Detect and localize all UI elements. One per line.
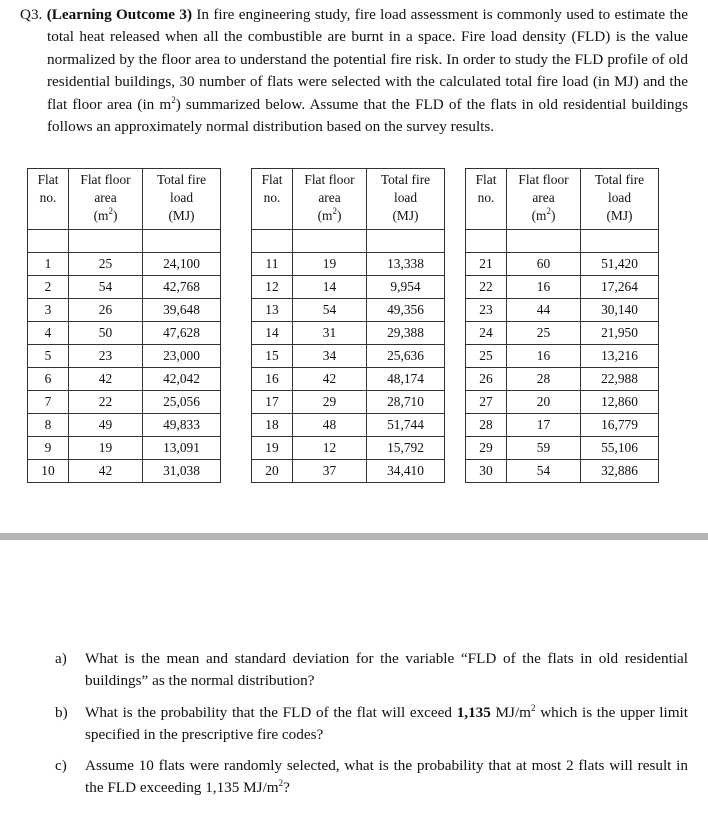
header-flat-no <box>466 169 507 230</box>
cell-area: 54 <box>293 299 367 322</box>
cell-area: 25 <box>507 322 581 345</box>
header-total-fire-load-line-2: load <box>393 190 418 205</box>
header-floor-area <box>293 169 367 230</box>
table-row <box>466 322 659 345</box>
question-block <box>20 4 688 138</box>
cell-load: 25,636 <box>367 345 445 368</box>
cell-no: 12 <box>252 276 293 299</box>
cell-load: 48,174 <box>367 368 445 391</box>
header-flat-no-line-2: no. <box>263 190 281 205</box>
cell-load: 51,420 <box>581 253 659 276</box>
cell-load: 17,264 <box>581 276 659 299</box>
header-total-fire-load <box>143 169 221 230</box>
cell-area: 19 <box>293 253 367 276</box>
spacer-cell <box>581 230 659 253</box>
header-flat-no-line-1: Flat <box>37 172 59 187</box>
table-row <box>252 345 445 368</box>
cell-area: 25 <box>69 253 143 276</box>
cell-area: 37 <box>293 460 367 483</box>
cell-no: 14 <box>252 322 293 345</box>
cell-no: 2 <box>28 276 69 299</box>
cell-load: 30,140 <box>581 299 659 322</box>
cell-no: 28 <box>466 414 507 437</box>
page-divider <box>0 533 708 540</box>
cell-no: 3 <box>28 299 69 322</box>
table-row <box>466 391 659 414</box>
cell-no: 16 <box>252 368 293 391</box>
table-header <box>466 169 659 230</box>
cell-load: 42,768 <box>143 276 221 299</box>
cell-no: 18 <box>252 414 293 437</box>
cell-no: 11 <box>252 253 293 276</box>
cell-area: 16 <box>507 345 581 368</box>
spacer-cell <box>293 230 367 253</box>
cell-no: 9 <box>28 437 69 460</box>
table-row <box>252 460 445 483</box>
header-floor-area-line-2: area <box>94 190 117 205</box>
cell-area: 14 <box>293 276 367 299</box>
cell-load: 29,388 <box>367 322 445 345</box>
sub-question-b-text <box>85 702 688 747</box>
cell-area: 23 <box>69 345 143 368</box>
table-row <box>28 253 221 276</box>
table-row <box>28 299 221 322</box>
cell-load: 22,988 <box>581 368 659 391</box>
cell-no: 29 <box>466 437 507 460</box>
cell-load: 24,100 <box>143 253 221 276</box>
table-row <box>252 437 445 460</box>
cell-no: 10 <box>28 460 69 483</box>
cell-load: 15,792 <box>367 437 445 460</box>
table-row <box>466 460 659 483</box>
header-floor-area-line-1: Flat floor <box>518 172 569 187</box>
header-total-fire-load-line-2: load <box>607 190 632 205</box>
cell-no: 19 <box>252 437 293 460</box>
cell-no: 20 <box>252 460 293 483</box>
table-body <box>28 230 221 483</box>
cell-no: 1 <box>28 253 69 276</box>
sub-question-c-text-2: ? <box>283 779 290 797</box>
cell-area: 22 <box>69 391 143 414</box>
header-flat-no-line-2: no. <box>477 190 495 205</box>
header-floor-area-line-2: area <box>532 190 555 205</box>
cell-no: 23 <box>466 299 507 322</box>
table-row <box>252 253 445 276</box>
cell-load: 55,106 <box>581 437 659 460</box>
cell-area: 44 <box>507 299 581 322</box>
cell-area: 42 <box>69 368 143 391</box>
cell-load: 39,648 <box>143 299 221 322</box>
sub-question-c-label: c) <box>55 757 67 774</box>
cell-no: 30 <box>466 460 507 483</box>
table-body <box>252 230 445 483</box>
cell-no: 15 <box>252 345 293 368</box>
spacer-cell <box>69 230 143 253</box>
sub-question-a-text: What is the mean and standard deviation for the variable “FLD of the flats in old residential buildings” as the normal distribution? <box>85 650 688 690</box>
table-row <box>28 345 221 368</box>
table-row <box>28 460 221 483</box>
learning-outcome-label: (Learning Outcome 3) <box>46 6 193 23</box>
question-text-2: ) summarized below. Assume that the FLD of the flats in old residential buildings follows an approximately normal distribution based on the survey results. <box>47 95 688 136</box>
cell-load: 31,038 <box>143 460 221 483</box>
question-text-1: In fire engineering study, fire load assessment is commonly used to estimate the total heat released when all the combustible are burnt in a space. Fire load density (FLD) is the value normalized by the floor area to understand the potential fire risk. In order to study the FLD profile of old residential buildings, 30 number of flats were selected with the calculated total fire load (in MJ) and the flat floor area (in m <box>47 6 689 113</box>
spacer-cell <box>143 230 221 253</box>
cell-load: 13,338 <box>367 253 445 276</box>
header-row <box>252 169 445 230</box>
cell-load: 32,886 <box>581 460 659 483</box>
cell-load: 21,950 <box>581 322 659 345</box>
cell-load: 23,000 <box>143 345 221 368</box>
table-row <box>252 276 445 299</box>
sub-question-c-text-1: Assume 10 flats were randomly selected, what is the probability that at most 2 flats will result in the FLD exceeding 1,135 MJ/m <box>85 757 688 797</box>
cell-no: 21 <box>466 253 507 276</box>
table-row <box>466 414 659 437</box>
sub-question-b-unit: MJ/m <box>495 704 531 721</box>
data-table-3 <box>465 168 659 483</box>
sub-question-a-label: a) <box>55 650 67 667</box>
cell-area: 19 <box>69 437 143 460</box>
cell-no: 27 <box>466 391 507 414</box>
cell-no: 13 <box>252 299 293 322</box>
cell-load: 25,056 <box>143 391 221 414</box>
table-row <box>252 414 445 437</box>
cell-area: 26 <box>69 299 143 322</box>
cell-no: 22 <box>466 276 507 299</box>
header-total-fire-load-line-2: load <box>169 190 194 205</box>
header-total-fire-load-line-1: Total fire <box>156 172 207 187</box>
sub-question-b-text-1: What is the probability that the FLD of the flat will exceed <box>85 704 452 721</box>
cell-load: 49,833 <box>143 414 221 437</box>
data-table-1 <box>27 168 221 483</box>
cell-no: 26 <box>466 368 507 391</box>
cell-no: 5 <box>28 345 69 368</box>
data-table-2 <box>251 168 445 483</box>
header-floor-area-unit-end: ) <box>550 208 556 223</box>
cell-area: 16 <box>507 276 581 299</box>
cell-area: 59 <box>507 437 581 460</box>
header-floor-area-line-1: Flat floor <box>304 172 355 187</box>
cell-load: 28,710 <box>367 391 445 414</box>
cell-no: 4 <box>28 322 69 345</box>
cell-area: 28 <box>507 368 581 391</box>
header-total-fire-load <box>581 169 659 230</box>
table-row <box>466 299 659 322</box>
table-row <box>28 322 221 345</box>
table-header <box>252 169 445 230</box>
cell-area: 12 <box>293 437 367 460</box>
cell-area: 42 <box>293 368 367 391</box>
table-row <box>252 322 445 345</box>
question-number: Q3. <box>20 6 43 23</box>
spacer-row <box>466 230 659 253</box>
table-row <box>28 437 221 460</box>
table-row <box>252 368 445 391</box>
spacer-cell <box>466 230 507 253</box>
table-row <box>28 391 221 414</box>
header-floor-area-line-2: area <box>318 190 341 205</box>
table-row <box>466 253 659 276</box>
header-total-fire-load-unit: (MJ) <box>392 208 419 223</box>
cell-area: 49 <box>69 414 143 437</box>
cell-no: 25 <box>466 345 507 368</box>
table-row <box>28 368 221 391</box>
header-floor-area-unit-sup: 2 <box>108 206 113 216</box>
header-floor-area-unit: (m <box>317 208 333 223</box>
header-flat-no-line-1: Flat <box>261 172 283 187</box>
header-flat-no <box>252 169 293 230</box>
question-sup: 2 <box>171 94 176 105</box>
header-total-fire-load-unit: (MJ) <box>606 208 633 223</box>
spacer-cell <box>28 230 69 253</box>
cell-no: 7 <box>28 391 69 414</box>
cell-load: 12,860 <box>581 391 659 414</box>
header-total-fire-load-line-1: Total fire <box>380 172 431 187</box>
table-header <box>28 169 221 230</box>
question-paragraph <box>20 4 688 138</box>
cell-area: 17 <box>507 414 581 437</box>
sub-question-b-unit-sup: 2 <box>531 703 536 713</box>
cell-area: 54 <box>507 460 581 483</box>
cell-load: 9,954 <box>367 276 445 299</box>
table-row <box>466 345 659 368</box>
cell-area: 60 <box>507 253 581 276</box>
table-row <box>28 276 221 299</box>
header-floor-area-unit: (m <box>93 208 109 223</box>
sub-question-b <box>55 702 688 747</box>
header-row <box>466 169 659 230</box>
spacer-cell <box>252 230 293 253</box>
cell-load: 13,091 <box>143 437 221 460</box>
table-row <box>252 391 445 414</box>
cell-load: 49,356 <box>367 299 445 322</box>
sub-question-a <box>55 648 688 693</box>
sub-question-c-text <box>85 755 688 800</box>
cell-area: 54 <box>69 276 143 299</box>
header-floor-area-unit-sup: 2 <box>332 206 337 216</box>
header-floor-area <box>507 169 581 230</box>
cell-no: 8 <box>28 414 69 437</box>
sub-question-c <box>55 755 688 800</box>
sub-question-c-unit-sup: 2 <box>278 778 284 789</box>
cell-load: 13,216 <box>581 345 659 368</box>
table-row <box>466 368 659 391</box>
cell-no: 6 <box>28 368 69 391</box>
header-total-fire-load <box>367 169 445 230</box>
header-total-fire-load-unit: (MJ) <box>168 208 195 223</box>
cell-area: 20 <box>507 391 581 414</box>
table-row <box>466 437 659 460</box>
sub-question-b-text-2: which is the upper limit specified in the prescriptive fire codes? <box>85 704 688 744</box>
header-flat-no-line-1: Flat <box>475 172 497 187</box>
table-row <box>28 414 221 437</box>
table-row <box>252 299 445 322</box>
spacer-cell <box>367 230 445 253</box>
spacer-row <box>28 230 221 253</box>
cell-area: 31 <box>293 322 367 345</box>
cell-area: 48 <box>293 414 367 437</box>
cell-area: 50 <box>69 322 143 345</box>
sub-question-b-value: 1,135 <box>456 704 491 721</box>
cell-load: 47,628 <box>143 322 221 345</box>
header-total-fire-load-line-1: Total fire <box>594 172 645 187</box>
cell-no: 24 <box>466 322 507 345</box>
sub-question-b-label: b) <box>55 704 68 721</box>
cell-load: 16,779 <box>581 414 659 437</box>
cell-no: 17 <box>252 391 293 414</box>
header-row <box>28 169 221 230</box>
header-floor-area-unit-end: ) <box>336 208 342 223</box>
cell-area: 42 <box>69 460 143 483</box>
cell-load: 51,744 <box>367 414 445 437</box>
cell-area: 29 <box>293 391 367 414</box>
header-floor-area <box>69 169 143 230</box>
header-floor-area-line-1: Flat floor <box>80 172 131 187</box>
spacer-cell <box>507 230 581 253</box>
header-floor-area-unit-sup: 2 <box>546 206 551 216</box>
spacer-row <box>252 230 445 253</box>
table-body <box>466 230 659 483</box>
header-flat-no-line-2: no. <box>39 190 57 205</box>
table-row <box>466 276 659 299</box>
cell-load: 42,042 <box>143 368 221 391</box>
header-floor-area-unit: (m <box>531 208 547 223</box>
cell-load: 34,410 <box>367 460 445 483</box>
cell-area: 34 <box>293 345 367 368</box>
header-flat-no <box>28 169 69 230</box>
header-floor-area-unit-end: ) <box>112 208 118 223</box>
